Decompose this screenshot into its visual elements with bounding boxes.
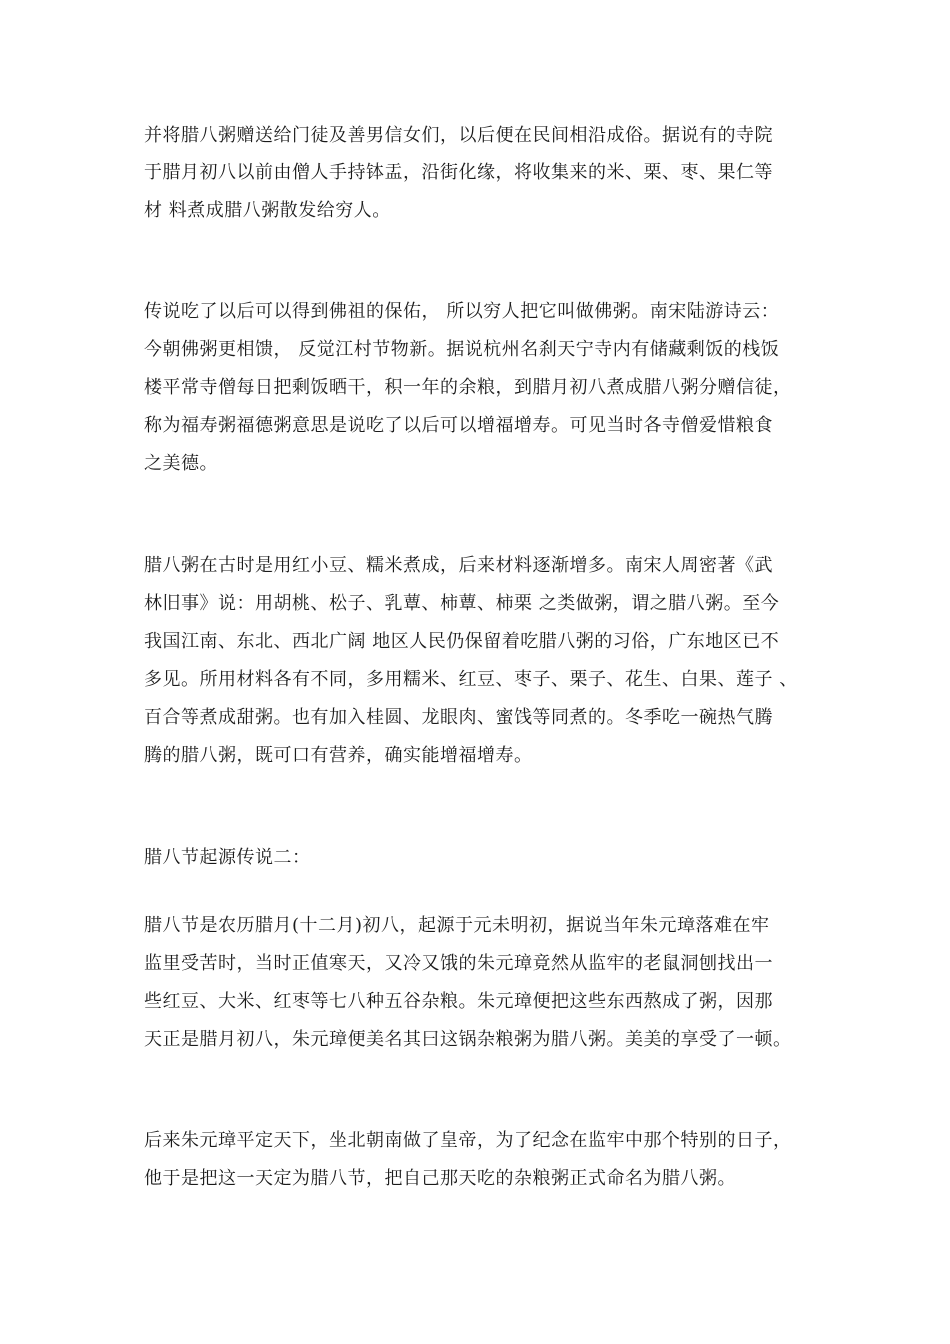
text-line: 腊八节是农历腊月(十二月)初八，起源于元未明初，据说当年朱元璋落难在牢 [144,915,770,936]
text-line: 百合等煮成甜粥。也有加入桂圆、龙眼肉、蜜饯等同煮的。冬季吃一碗热气腾 [144,707,773,728]
text-line: 多见。所用材料各有不同，多用糯米、红豆、枣子、栗子、花生、白果、莲子 、 [144,669,798,690]
text-line: 腊八粥在古时是用红小豆、糯米煮成，后来材料逐渐增多。南宋人周密著《武 [144,555,773,576]
text-line: 腾的腊八粥，既可口有营养，确实能增福增寿。 [144,745,533,766]
text-line: 今朝佛粥更相馈， 反觉江村节物新。据说杭州名刹天宁寺内有储藏剩饭的栈饭 [144,339,780,360]
text-line: 于腊月初八以前由僧人手持钵盂，沿街化缘，将收集来的米、栗、枣、果仁等 [144,162,773,183]
text-line: 监里受苦时，当时正值寒天，又冷又饿的朱元璋竟然从监牢的老鼠洞刨找出一 [144,953,773,974]
text-line: 材 料煮成腊八粥散发给穷人。 [144,200,391,221]
text-line: 林旧事》说：用胡桃、松子、乳蕈、柿蕈、柿栗 之类做粥，谓之腊八粥。至今 [144,593,780,614]
text-line: 他于是把这一天定为腊八节，把自己那天吃的杂粮粥正式命名为腊八粥。 [144,1168,736,1189]
text-line: 腊八节起源传说二： [144,847,311,868]
text-line: 之美德。 [144,453,218,474]
text-line: 并将腊八粥赠送给门徒及善男信女们，以后便在民间相沿成俗。据说有的寺院 [144,125,773,146]
text-line: 传说吃了以后可以得到佛祖的保佑， 所以穷人把它叫做佛粥。南宋陆游诗云： [144,301,780,322]
text-line: 楼平常寺僧每日把剩饭晒干，积一年的余粮，到腊月初八煮成腊八粥分赠信徒， [144,377,792,398]
text-line: 我国江南、东北、西北广阔 地区人民仍保留着吃腊八粥的习俗，广东地区已不 [144,631,780,652]
text-line: 后来朱元璋平定天下，坐北朝南做了皇帝，为了纪念在监牢中那个特别的日子， [144,1130,792,1151]
text-line: 些红豆、大米、红枣等七八种五谷杂粮。朱元璋便把这些东西熬成了粥，因那 [144,991,773,1012]
text-line: 天正是腊月初八，朱元璋便美名其曰这锅杂粮粥为腊八粥。美美的享受了一顿。 [144,1029,792,1050]
text-line: 称为福寿粥福德粥意思是说吃了以后可以增福增寿。可见当时各寺僧爱惜粮食 [144,415,773,436]
